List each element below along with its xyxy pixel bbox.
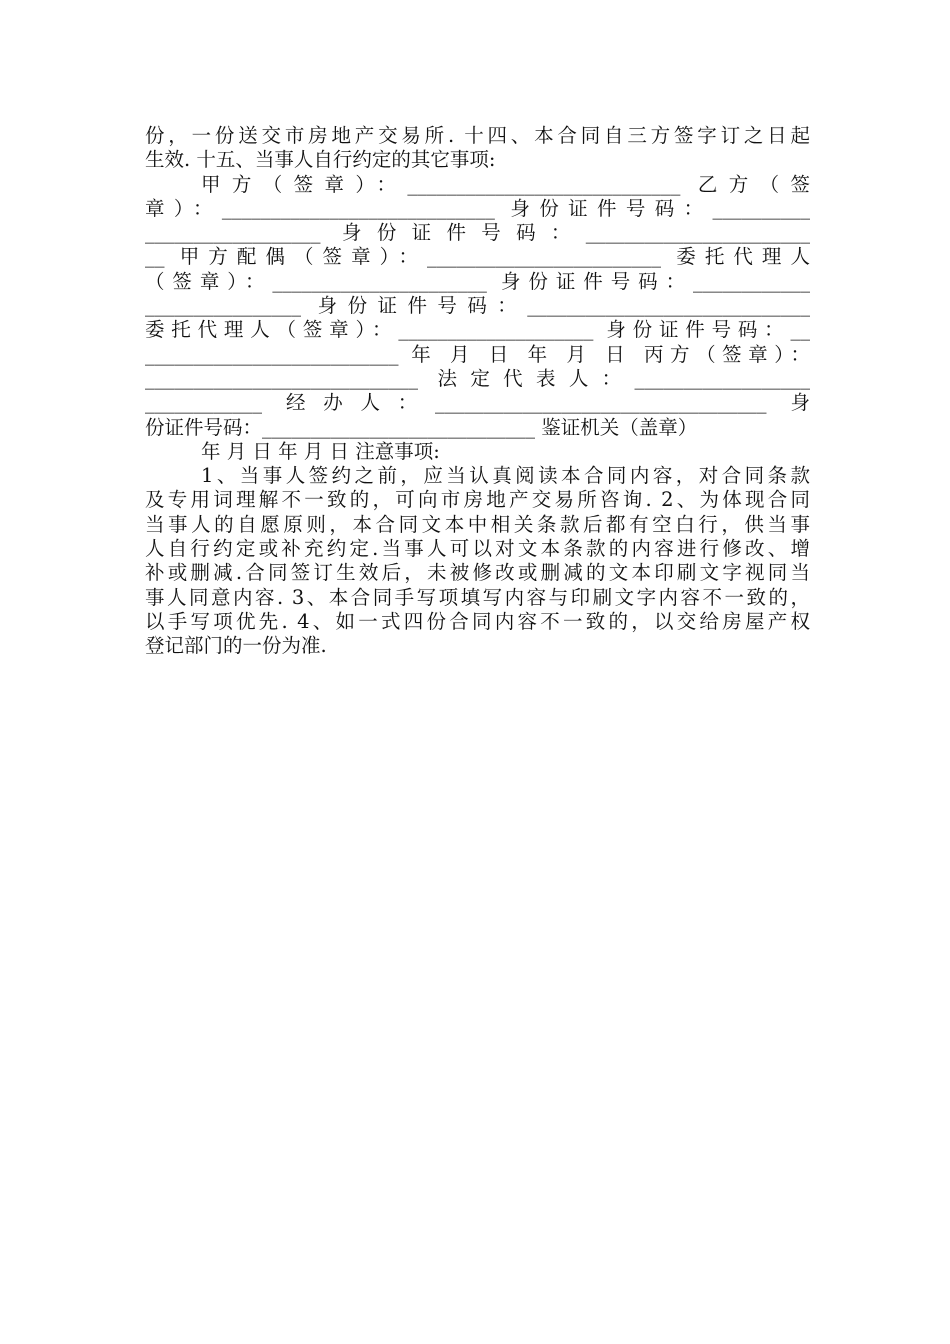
notes-paragraph-line: 人自行约定或补充约定.当事人可以对文本条款的内容进行修改、增 [145, 537, 810, 561]
text-line: 生效. 十五、当事人自行约定的其它事项: [145, 148, 496, 172]
notes-paragraph-line: 事人同意内容. 3、本合同手写项填写内容与印刷文字内容不一致的， [145, 585, 810, 609]
text-line: 份，一份送交市房地产交易所. 十四、本合同自三方签字订之日起 [145, 124, 810, 147]
handler-line: ____________ 经办人：__________________________________ 身 [145, 391, 810, 415]
legal-representative-line: ____________________________ 法定代表人：__________________ [145, 366, 810, 390]
notes-paragraph-line: 及专用词理解不一致的，可向市房地产交易所咨询. 2、为体现合同 [145, 488, 810, 512]
agent-signature-line: 委托代理人（签章）：____________________ 身份证件号码：__ [145, 318, 810, 342]
notes-heading: 年 月 日 年 月 日 注意事项: [201, 439, 440, 463]
document-body [145, 124, 810, 659]
notes-paragraph-line: 以手写项优先. 4、如一式四份合同内容不一致的，以交给房屋产权 [145, 609, 810, 633]
signature-line-party-b: 章）：____________________________ 身份证件号码：__________ [145, 196, 810, 220]
notes-paragraph-line: 1、当事人签约之前，应当认真阅读本合同内容，对合同条款 [201, 464, 810, 488]
spouse-signature-line: __ 甲方配偶（签章）：________________________ 委托代理人 [145, 245, 810, 269]
id-number-line: ________________ 身份证件号码：_____________________________ [145, 294, 810, 318]
notes-paragraph-line: 登记部门的一份为准. [145, 634, 327, 658]
signature-line-party-a: 甲方（签章）：____________________________ 乙方（签 [201, 172, 810, 196]
notes-paragraph-line: 补或删减.合同签订生效后，未被修改或删减的文本印刷文字视同当 [145, 561, 810, 585]
notes-paragraph-line: 当事人的自愿原则，本合同文本中相关条款后都有空白行，供当事 [145, 512, 810, 536]
party-c-signature-line: __________________________ 年 月 日 年 月 日 丙方（签章）： [145, 342, 810, 366]
agent-signature-line: （签章）：______________________ 身份证件号码：____________ [145, 269, 810, 293]
id-number-line: __________________ 身份证件号码：_______________________ [145, 221, 810, 245]
certification-authority-line: 份证件号码：____________________________ 鉴证机关（盖章） [145, 415, 698, 439]
